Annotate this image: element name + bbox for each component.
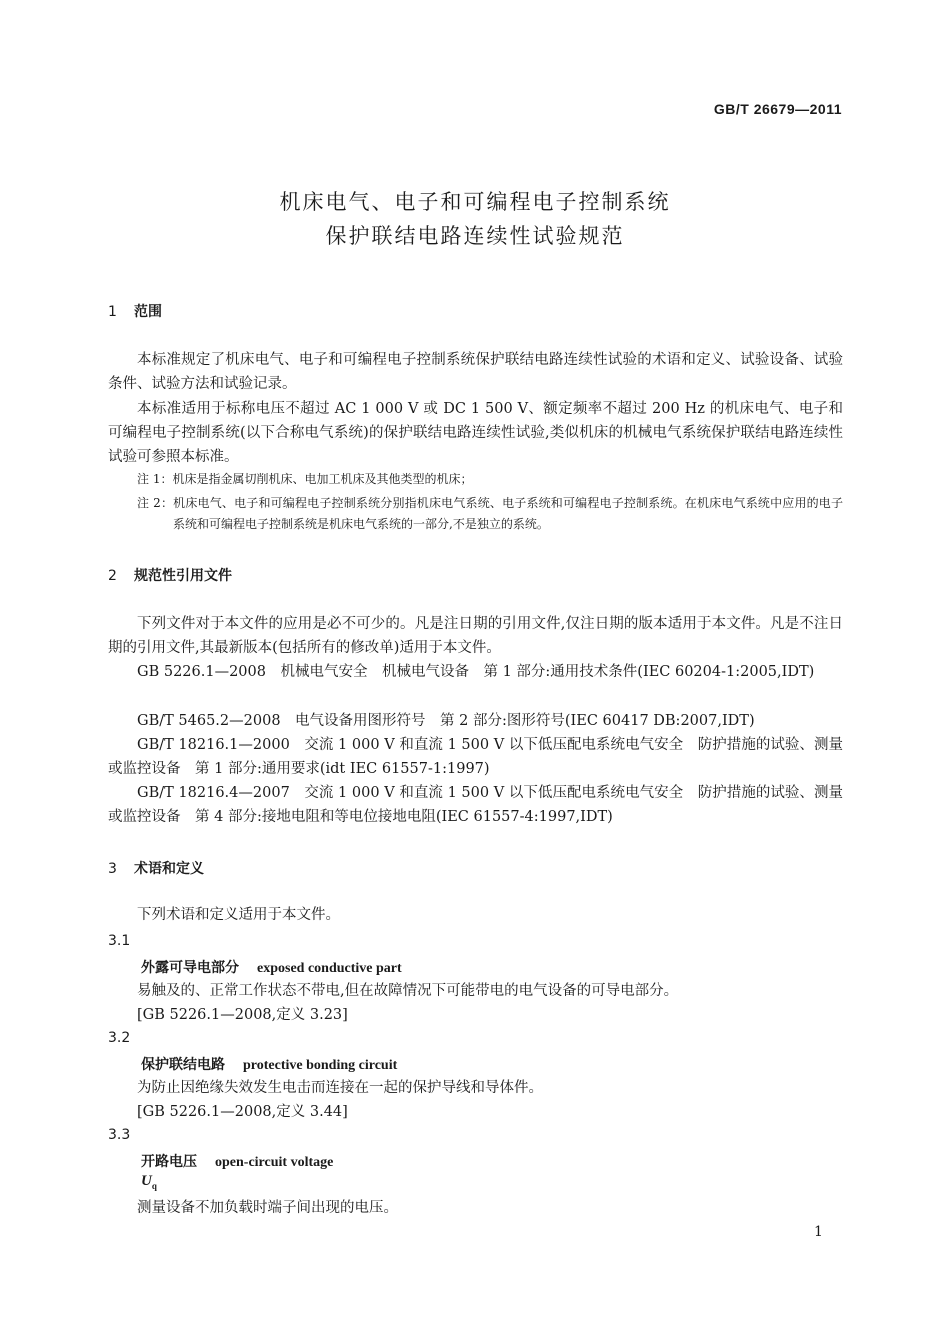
section-2-title: 规范性引用文件 xyxy=(134,568,232,584)
clause-number-3-2: 3.2 xyxy=(108,1030,131,1046)
section-3-title: 术语和定义 xyxy=(134,861,204,877)
term-3-3 xyxy=(141,1151,333,1171)
term-3-2-definition: 为防止因绝缘失效发生电击而连接在一起的保护导线和导体件。 xyxy=(137,1080,543,1096)
term-3-1 xyxy=(141,957,402,977)
term-3-2-chinese: 保护联结电路 xyxy=(141,1057,225,1073)
term-3-1-definition: 易触及的、正常工作状态不带电,但在故障情况下可能带电的电气设备的可导电部分。 xyxy=(137,983,679,999)
document-title-line-1: 机床电气、电子和可编程电子控制系统 xyxy=(279,190,671,214)
note-1: 注 1：机床是指金属切削机床、电加工机床及其他类型的机床； xyxy=(137,472,473,486)
page-number: 1 xyxy=(814,1224,823,1240)
term-3-2 xyxy=(141,1054,397,1074)
standard-number: GB/T 26679—2011 xyxy=(713,101,842,117)
term-3-3-symbol xyxy=(141,1173,157,1191)
section-3-heading xyxy=(108,858,204,878)
term-3-1-chinese: 外露可导电部分 xyxy=(141,960,239,976)
term-3-1-source: [GB 5226.1—2008,定义 3.23] xyxy=(137,1007,348,1023)
symbol-letter: U xyxy=(141,1173,152,1189)
reference-4: GB/T 18216.4—2007 交流 1 000 V 和直流 1 500 V 以下低压配电系统电气安全 防护措施的试验、测量或监控设备 第 4 部分:接地电阻和等电位接地电阻(IEC 61557-4:1997,IDT) xyxy=(108,785,843,825)
symbol-subscript: q xyxy=(151,1181,157,1191)
section-1-paragraph-2: 本标准适用于标称电压不超过 AC 1 000 V 或 DC 1 500 V、额定频率不超过 200 Hz 的机床电气、电子和可编程电子控制系统(以下合称电气系统)的保护联结电路连续性试验,类似机床的机械电气系统保护联结电路连续性试验可参照本标准。 xyxy=(108,401,843,465)
term-3-2-english: protective bonding circuit xyxy=(243,1058,398,1073)
section-2-intro: 下列文件对于本文件的应用是必不可少的。凡是注日期的引用文件,仅注日期的版本适用于本文件。凡是不注日期的引用文件,其最新版本(包括所有的修改单)适用于本文件。 xyxy=(108,616,843,656)
section-1-number: 1 xyxy=(108,304,117,320)
term-3-3-definition: 测量设备不加负载时端子间出现的电压。 xyxy=(137,1200,398,1216)
section-3-number: 3 xyxy=(108,861,117,877)
section-1-heading xyxy=(108,301,162,321)
clause-number-3-3: 3.3 xyxy=(108,1127,131,1143)
term-3-1-english: exposed conductive part xyxy=(257,961,402,976)
clause-number-3-1: 3.1 xyxy=(108,933,131,949)
section-1-paragraph-1: 本标准规定了机床电气、电子和可编程电子控制系统保护联结电路连续性试验的术语和定义、试验设备、试验条件、试验方法和试验记录。 xyxy=(108,352,843,392)
term-3-3-chinese: 开路电压 xyxy=(141,1154,197,1170)
section-3-intro: 下列术语和定义适用于本文件。 xyxy=(137,907,340,923)
term-3-3-english: open-circuit voltage xyxy=(215,1155,334,1170)
reference-1: GB 5226.1—2008 机械电气安全 机械电气设备 第 1 部分:通用技术条件(IEC 60204-1:2005,IDT) xyxy=(137,664,815,680)
note-2: 注 2：机床电气、电子和可编程电子控制系统分别指机床电气系统、电子系统和可编程电子控制系统。在机床电气系统中应用的电子系统和可编程电子控制系统是机床电气系统的一部分,不是独立的系统。 xyxy=(137,496,843,531)
section-2-number: 2 xyxy=(108,568,117,584)
term-3-2-source: [GB 5226.1—2008,定义 3.44] xyxy=(137,1104,348,1120)
section-2-heading xyxy=(108,565,232,585)
reference-2: GB/T 5465.2—2008 电气设备用图形符号 第 2 部分:图形符号(IEC 60417 DB:2007,IDT) xyxy=(137,713,755,729)
section-1-title: 范围 xyxy=(134,304,162,320)
document-title-line-2: 保护联结电路连续性试验规范 xyxy=(325,224,625,248)
reference-3: GB/T 18216.1—2000 交流 1 000 V 和直流 1 500 V 以下低压配电系统电气安全 防护措施的试验、测量或监控设备 第 1 部分:通用要求(idt IEC 61557-1:1997) xyxy=(108,737,843,777)
